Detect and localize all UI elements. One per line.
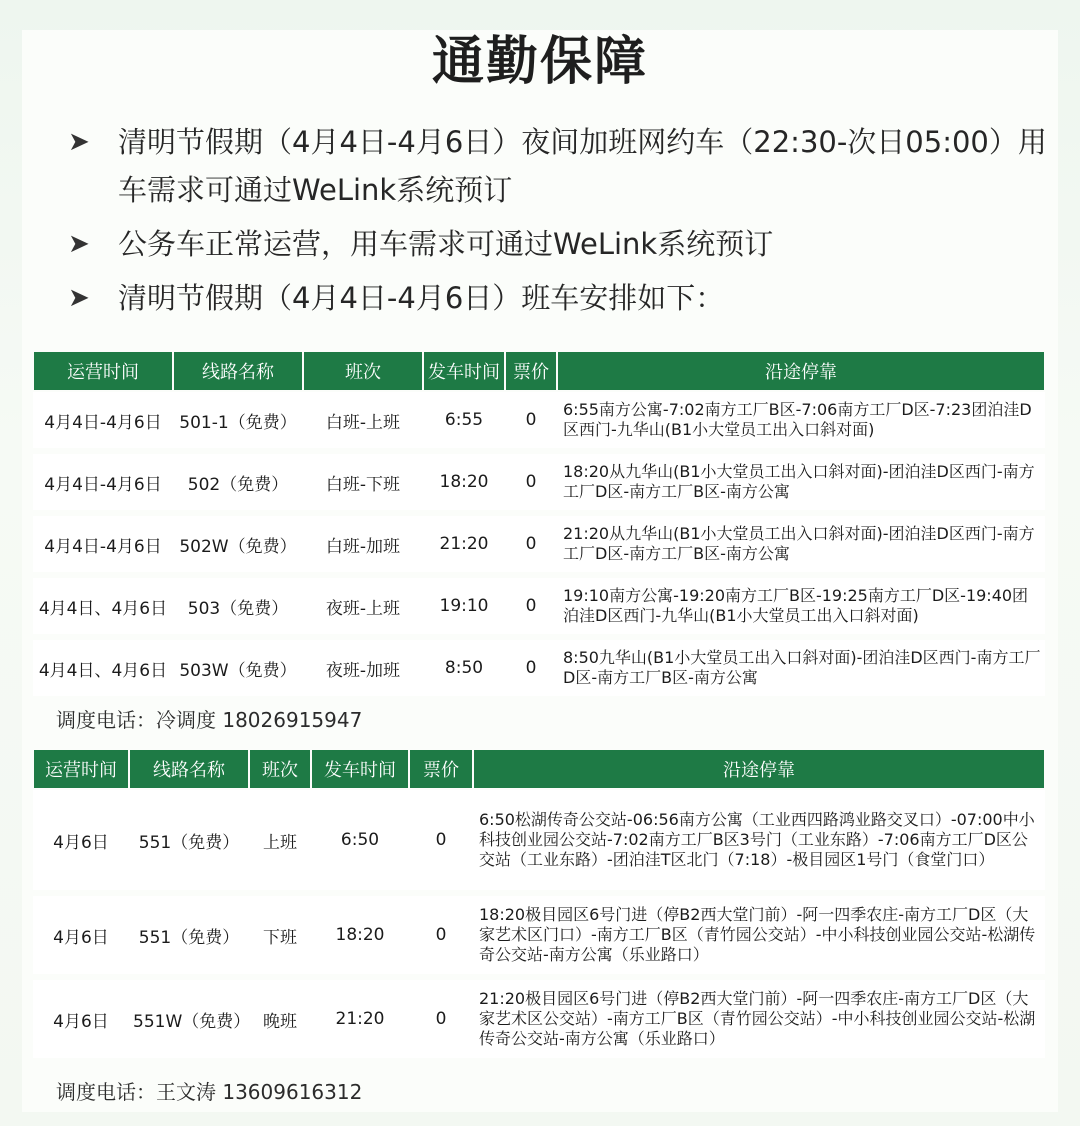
date-cell: 4月4日、4月6日 <box>33 637 173 699</box>
route-name-cell: 503W（免费） <box>173 637 303 699</box>
header-cell: 票价 <box>409 749 473 789</box>
shift-cell: 白班-下班 <box>303 451 423 513</box>
shift-cell: 下班 <box>249 893 311 977</box>
route-name-cell: 551（免费） <box>129 893 249 977</box>
route-name-cell: 551W（免费） <box>129 977 249 1061</box>
arrow-bullet-icon: ➤ <box>68 229 90 259</box>
arrow-bullet-icon: ➤ <box>68 283 90 313</box>
departure-time-cell: 6:55 <box>423 391 505 451</box>
stops-cell: 6:55南方公寓-7:02南方工厂B区-7:06南方工厂D区-7:23团泊洼D区西门-九华山(B1小大堂员工出入口斜对面) <box>557 391 1045 451</box>
shift-cell: 上班 <box>249 789 311 893</box>
fare-cell: 0 <box>505 575 557 637</box>
table-header-row <box>33 351 1045 391</box>
notice-list <box>66 118 1056 328</box>
shift-cell: 白班-加班 <box>303 513 423 575</box>
dispatch-phone-2: 调度电话：王文涛 13609616312 <box>56 1080 363 1104</box>
fare-cell: 0 <box>409 789 473 893</box>
date-cell: 4月4日-4月6日 <box>33 391 173 451</box>
date-cell: 4月6日 <box>33 789 129 893</box>
stops-cell: 21:20从九华山(B1小大堂员工出入口斜对面)-团泊洼D区西门-南方工厂D区-南方工厂B区-南方公寓 <box>557 513 1045 575</box>
stops-cell: 6:50松湖传奇公交站-06:56南方公寓（工业西四路鸿业路交叉口）-07:00中小科技创业园公交站-7:02南方工厂B区3号门（工业东路）-7:06南方工厂D区公交站（工业东路）-团泊洼T区北门（7:18）-极目园区1号门（食堂门口） <box>473 789 1045 893</box>
departure-time-cell: 21:20 <box>423 513 505 575</box>
stops-cell: 8:50九华山(B1小大堂员工出入口斜对面)-团泊洼D区西门-南方工厂D区-南方工厂B区-南方公寓 <box>557 637 1045 699</box>
notice-item <box>66 220 1056 268</box>
shift-cell: 夜班-上班 <box>303 575 423 637</box>
header-cell: 班次 <box>249 749 311 789</box>
table-row <box>33 451 1045 513</box>
table-header-row <box>33 749 1045 789</box>
table-row <box>33 575 1045 637</box>
stops-cell: 18:20极目园区6号门进（停B2西大堂门前）-阿一四季农庄-南方工厂D区（大家艺术区门口）-南方工厂B区（青竹园公交站）-中小科技创业园公交站-松湖传奇公交站-南方公寓（乐业路口） <box>473 893 1045 977</box>
table-row <box>33 391 1045 451</box>
shift-cell: 白班-上班 <box>303 391 423 451</box>
route-name-cell: 503（免费） <box>173 575 303 637</box>
shift-cell: 夜班-加班 <box>303 637 423 699</box>
header-cell: 发车时间 <box>311 749 409 789</box>
header-cell: 运营时间 <box>33 351 173 391</box>
fare-cell: 0 <box>505 513 557 575</box>
route-name-cell: 501-1（免费） <box>173 391 303 451</box>
table-row <box>33 893 1045 977</box>
header-cell: 线路名称 <box>173 351 303 391</box>
departure-time-cell: 8:50 <box>423 637 505 699</box>
table-row <box>33 513 1045 575</box>
arrow-bullet-icon: ➤ <box>68 127 90 157</box>
notice-text: 公务车正常运营，用车需求可通过WeLink系统预订 <box>118 227 774 261</box>
date-cell: 4月4日、4月6日 <box>33 575 173 637</box>
fare-cell: 0 <box>409 893 473 977</box>
fare-cell: 0 <box>505 451 557 513</box>
departure-time-cell: 19:10 <box>423 575 505 637</box>
table-row <box>33 977 1045 1061</box>
departure-time-cell: 18:20 <box>423 451 505 513</box>
fare-cell: 0 <box>505 391 557 451</box>
bus-schedule-table-2 <box>32 748 1046 1064</box>
shift-cell: 晚班 <box>249 977 311 1061</box>
notice-item <box>66 274 1056 322</box>
date-cell: 4月6日 <box>33 893 129 977</box>
page-title: 通勤保障 <box>431 32 648 92</box>
notice-text: 清明节假期（4月4日-4月6日）夜间加班网约车（22:30-次日05:00）用车需求可通过WeLink系统预订 <box>118 125 1047 207</box>
route-name-cell: 502（免费） <box>173 451 303 513</box>
header-cell: 发车时间 <box>423 351 505 391</box>
header-cell: 沿途停靠 <box>473 749 1045 789</box>
notice-item <box>66 118 1056 214</box>
date-cell: 4月6日 <box>33 977 129 1061</box>
stops-cell: 19:10南方公寓-19:20南方工厂B区-19:25南方工厂D区-19:40团泊洼D区西门-九华山(B1小大堂员工出入口斜对面) <box>557 575 1045 637</box>
date-cell: 4月4日-4月6日 <box>33 513 173 575</box>
fare-cell: 0 <box>409 977 473 1061</box>
fare-cell: 0 <box>505 637 557 699</box>
bus-schedule-table-1 <box>32 350 1046 702</box>
departure-time-cell: 18:20 <box>311 893 409 977</box>
route-name-cell: 502W（免费） <box>173 513 303 575</box>
route-name-cell: 551（免费） <box>129 789 249 893</box>
header-cell: 运营时间 <box>33 749 129 789</box>
header-cell: 票价 <box>505 351 557 391</box>
date-cell: 4月4日-4月6日 <box>33 451 173 513</box>
dispatch-phone-1: 调度电话：冷调度 18026915947 <box>56 708 363 732</box>
stops-cell: 21:20极目园区6号门进（停B2西大堂门前）-阿一四季农庄-南方工厂D区（大家艺术区公交站）-南方工厂B区（青竹园公交站）-中小科技创业园公交站-松湖传奇公交站-南方公寓（乐业路口） <box>473 977 1045 1061</box>
table-row <box>33 789 1045 893</box>
stops-cell: 18:20从九华山(B1小大堂员工出入口斜对面)-团泊洼D区西门-南方工厂D区-南方工厂B区-南方公寓 <box>557 451 1045 513</box>
header-cell: 班次 <box>303 351 423 391</box>
header-cell: 沿途停靠 <box>557 351 1045 391</box>
departure-time-cell: 21:20 <box>311 977 409 1061</box>
table-row <box>33 637 1045 699</box>
notice-text: 清明节假期（4月4日-4月6日）班车安排如下： <box>118 281 725 315</box>
departure-time-cell: 6:50 <box>311 789 409 893</box>
header-cell: 线路名称 <box>129 749 249 789</box>
